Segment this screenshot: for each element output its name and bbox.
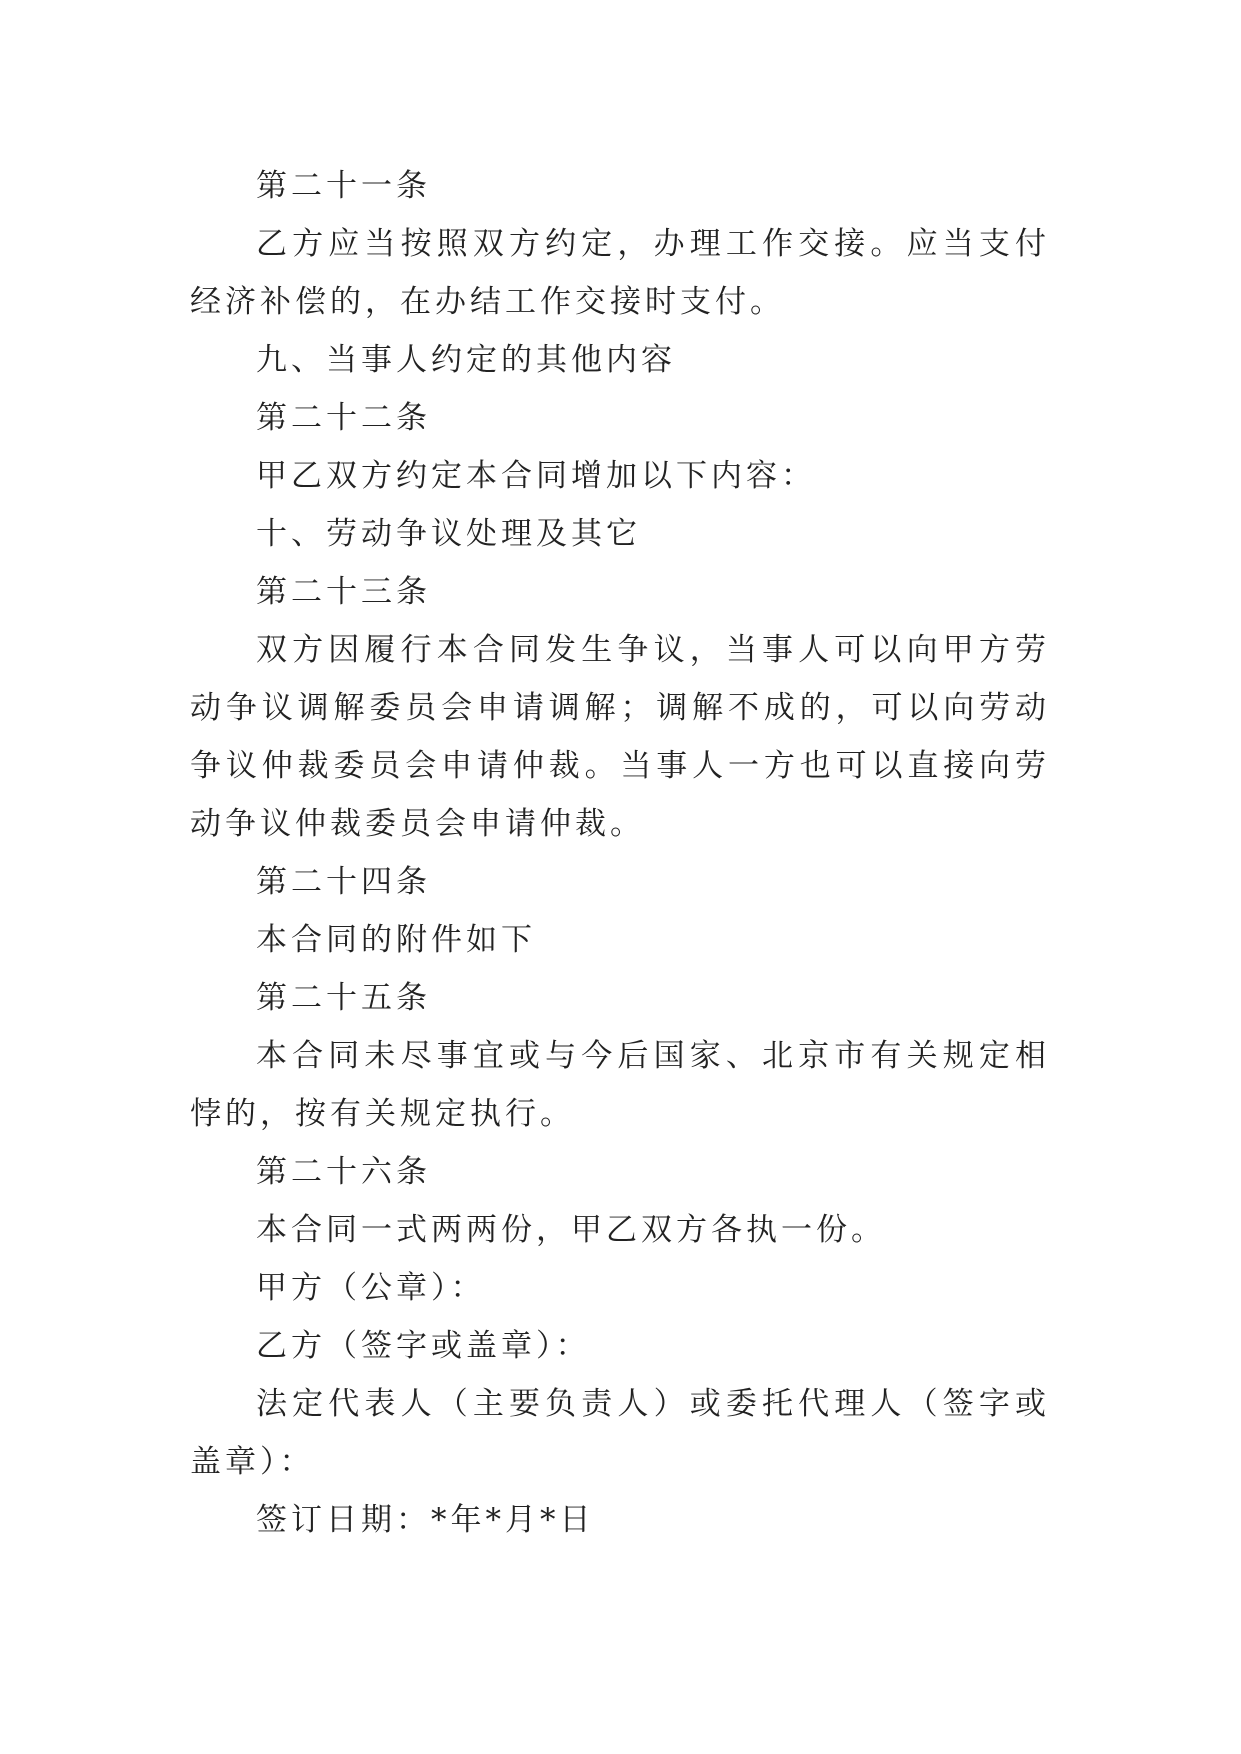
section-9-heading: 九、当事人约定的其他内容 — [256, 342, 676, 378]
article-26-text: 本合同一式两两份，甲乙双方各执一份。 — [256, 1212, 886, 1248]
legal-representative-line: 法定代表人（主要负责人）或委托代理人（签字或盖章）： — [190, 1386, 1050, 1480]
article-21-text: 乙方应当按照双方约定，办理工作交接。应当支付经济补偿的，在办结工作交接时支付。 — [190, 226, 1050, 320]
section-10-heading: 十、劳动争议处理及其它 — [256, 516, 641, 552]
document-body — [190, 157, 1050, 1549]
article-24-heading: 第二十四条 — [256, 864, 431, 900]
article-25-text: 本合同未尽事宜或与今后国家、北京市有关规定相悖的，按有关规定执行。 — [190, 1038, 1050, 1132]
article-23-heading: 第二十三条 — [256, 574, 431, 610]
article-26-heading: 第二十六条 — [256, 1154, 431, 1190]
signing-date-line: 签订日期：*年*月*日 — [256, 1502, 595, 1538]
article-24-text: 本合同的附件如下 — [256, 922, 536, 958]
party-b-signature-line: 乙方（签字或盖章）： — [256, 1328, 591, 1364]
article-22-text: 甲乙双方约定本合同增加以下内容： — [256, 458, 816, 494]
article-25-heading: 第二十五条 — [256, 980, 431, 1016]
article-21-heading: 第二十一条 — [256, 168, 431, 204]
article-22-heading: 第二十二条 — [256, 400, 431, 436]
article-23-text: 双方因履行本合同发生争议，当事人可以向甲方劳动争议调解委员会申请调解；调解不成的，可以向劳动争议仲裁委员会申请仲裁。当事人一方也可以直接向劳动争议仲裁委员会申请仲裁。 — [190, 632, 1050, 842]
party-a-seal-line: 甲方（公章）： — [256, 1270, 486, 1306]
